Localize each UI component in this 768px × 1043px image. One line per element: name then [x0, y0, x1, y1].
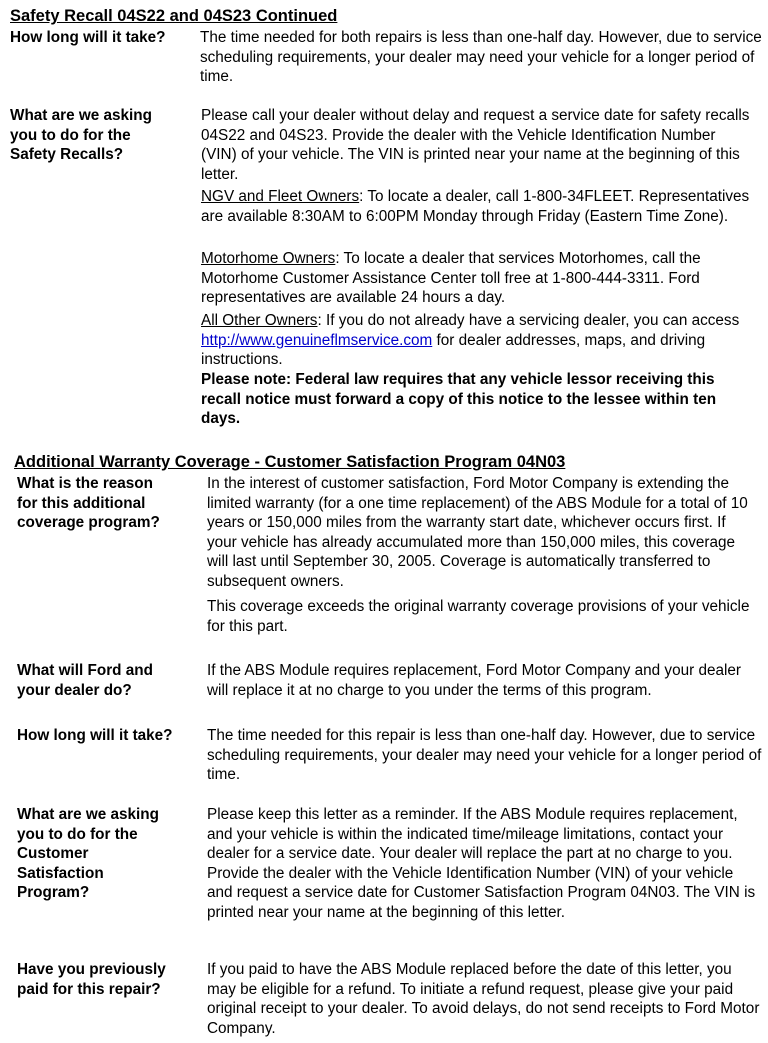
question-how-long-recall: [10, 28, 166, 48]
all-other-owners-text-end: for dealer addresses, maps, and driving instructions.: [201, 331, 706, 368]
dealer-website-link[interactable]: http://www.genuineflmservice.com: [201, 331, 433, 349]
answer-ford-dealer-do: If the ABS Module requires replacement, Ford Motor Company and your dealer will replace it at no charge to you under the terms of this program.: [207, 662, 741, 699]
question-line: Have you previously: [17, 961, 166, 978]
question-line: How long will it take?: [17, 727, 173, 744]
motorhome-owners-label: Motorhome Owners: [201, 250, 336, 267]
answer-reason-coverage-p1: In the interest of customer satisfaction, Ford Motor Company is extending the limited warranty (for a one time replacement) of the ABS Module for a total of 10 years or 150,000 miles from the warranty start date, whichever occurs first. If your vehicle has already accumulated more than 150,000 miles, this coverage will last until September 30, 2005. Coverage is automatically transferred to subsequent owners.: [207, 475, 748, 590]
question-previously-paid: [17, 960, 166, 999]
answer-what-asking-recall: [201, 106, 753, 184]
question-line: What will Ford and: [17, 662, 153, 679]
question-line: Safety Recalls?: [10, 146, 124, 163]
question-line: What is the reason: [17, 475, 153, 492]
question-line: What are we asking: [10, 107, 152, 124]
question-line: Program?: [17, 884, 90, 901]
ngv-fleet-owners-label: NGV and Fleet Owners: [201, 188, 360, 205]
question-line: coverage program?: [17, 514, 160, 531]
answer-what-asking-program: Please keep this letter as a reminder. If the ABS Module requires replacement, and your vehicle is within the indicated time/mileage limitations, contact your dealer for a service date. Your dealer will replace the part at no charge to you. Provide the dealer with the Vehicle Identification Number (VIN) of your vehicle and request a service date for Customer Satisfaction Program 04N03. The VIN is printed near your name at the beginning of this letter.: [207, 806, 756, 921]
answer-intro-paragraph: Please call your dealer without delay and request a service date for safety recalls 04S22 and 04S23. Provide the dealer with the Vehicle Identification Number (VIN) of your vehicle. The VIN is printed near your name at the beginning of this letter.: [201, 107, 750, 183]
question-line: you to do for the: [17, 825, 138, 843]
federal-law-note: Please note: Federal law requires that any vehicle lessor receiving this recall notice must forward a copy of this notice to the lessee within ten days.: [201, 371, 717, 427]
answer-motorhome-paragraph: [201, 249, 753, 308]
all-other-owners-label: All Other Owners: [201, 312, 318, 329]
question-line: Customer: [17, 845, 89, 862]
answer-reason-coverage-p2: This coverage exceeds the original warranty coverage provisions of your vehicle for this part.: [207, 598, 750, 635]
question-how-long-program: [17, 726, 173, 746]
all-other-owners-text: : If you do not already have a servicing dealer, you can access: [317, 312, 740, 329]
answer-previously-paid: If you paid to have the ABS Module replaced before the date of this letter, you may be eligible for a refund. To initiate a refund request, please give your paid original receipt to your dealer. To avoid delays, do not send receipts to Ford Motor Company.: [207, 961, 760, 1037]
section-title-safety-recall: Safety Recall 04S22 and 04S23 Continued: [10, 7, 338, 25]
answer-ngv-fleet-paragraph: [201, 187, 753, 226]
question-line: you to do for the: [10, 126, 131, 144]
question-line: paid for this repair?: [17, 980, 161, 998]
question-reason-coverage: [17, 474, 160, 533]
question-what-asking-recall: [10, 106, 152, 165]
answer-how-long-program: The time needed for this repair is less than one-half day. However, due to service scheduling requirements, your dealer may need your vehicle for a longer period of time.: [207, 727, 762, 783]
ngv-fleet-owners-text: : To locate a dealer, call 1-800-34FLEET. Representatives are available 8:30AM to 6:00PM Monday through Friday (Eastern Time Zone).: [201, 188, 750, 225]
question-line: for this additional: [17, 494, 146, 512]
question-line: What are we asking: [17, 806, 159, 823]
answer-how-long-recall: The time needed for both repairs is less than one-half day. However, due to service scheduling requirements, your dealer may need your vehicle for a longer period of time.: [200, 29, 762, 85]
question-line: Satisfaction: [17, 864, 104, 882]
question-line: How long will it take?: [10, 29, 166, 46]
motorhome-owners-text: : To locate a dealer that services Motorhomes, call the Motorhome Customer Assistance Center toll free at 1-800-444-3311. Ford representatives are available 24 hours a day.: [201, 250, 701, 306]
answer-other-owners-paragraph: [201, 311, 753, 370]
question-line: your dealer do?: [17, 681, 132, 699]
question-ford-dealer-do: [17, 661, 153, 700]
question-what-asking-program: [17, 805, 159, 903]
section-title-additional-warranty: Additional Warranty Coverage - Customer Satisfaction Program 04N03: [14, 453, 566, 471]
